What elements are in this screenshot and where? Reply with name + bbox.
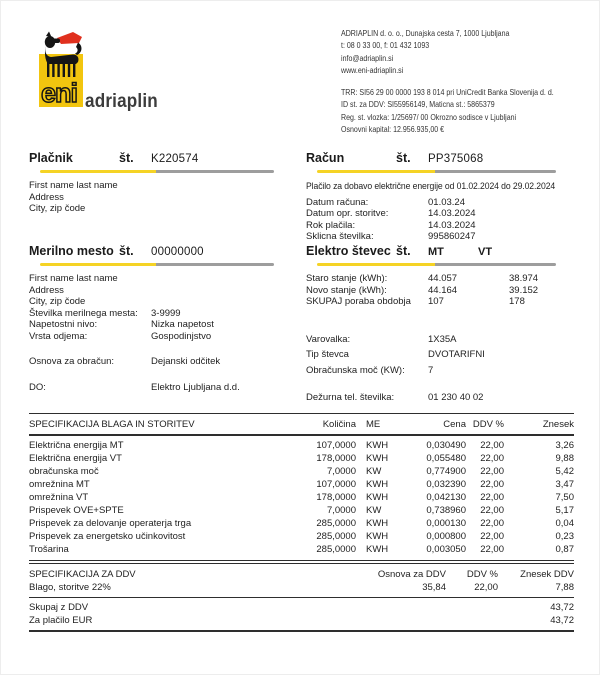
invoice-section	[306, 151, 556, 243]
field-label: Datum računa:	[306, 196, 369, 208]
items-title: SPECIFIKACIJA BLAGA IN STORITEV	[29, 418, 195, 430]
field-label: Rok plačila:	[306, 219, 356, 231]
field-label: Osnova za obračun:	[29, 356, 115, 367]
section-rule	[40, 263, 274, 266]
meter-reading-row	[306, 296, 556, 308]
metering-point-title: Merilno mesto	[29, 244, 114, 258]
item-vat: 22,00	[480, 505, 504, 516]
meter-detail-row	[306, 347, 556, 363]
item-vat: 22,00	[480, 453, 504, 464]
meter-section	[306, 244, 556, 404]
company-info-line: ID st. za DDV: SI55956149, Maticna st.: 5865379	[341, 99, 495, 110]
meter-reading-row	[306, 273, 556, 285]
item-amount: 7,50	[555, 492, 574, 503]
field-value: 14.03.2024	[428, 219, 476, 231]
field-value: 01.03.24	[428, 196, 465, 208]
item-vat: 22,00	[480, 479, 504, 490]
payer-address-line: First name last name	[29, 180, 118, 191]
metering-point-field-row	[29, 308, 274, 320]
item-unit: KWH	[366, 531, 389, 542]
items-table	[29, 413, 574, 632]
reading-label: Staro stanje (kWh):	[306, 273, 388, 284]
meter-title: Elektro števec	[306, 244, 391, 258]
vat-row-name: Blago, storitve 22%	[29, 581, 111, 593]
total-value: 43,72	[550, 602, 574, 613]
company-info-line: ADRIAPLIN d. o. o., Dunajska cesta 7, 1000 Ljubljana	[341, 28, 510, 38]
payer-number: K220574	[151, 153, 199, 165]
item-unit: KWH	[366, 440, 389, 451]
item-row	[29, 491, 574, 504]
field-label: Varovalka:	[306, 333, 351, 345]
section-rule	[317, 170, 556, 173]
item-vat: 22,00	[480, 492, 504, 503]
company-info	[341, 27, 587, 135]
field-label: Številka merilnega mesta:	[29, 307, 138, 319]
col-amount: Znesek	[542, 418, 574, 430]
field-label: Sklicna številka:	[306, 231, 374, 242]
item-qty: 178,0000	[316, 453, 356, 464]
item-price: 0,738960	[426, 505, 466, 516]
total-row	[29, 615, 574, 628]
item-name: Električna energija MT	[29, 440, 124, 451]
item-name: Prispevek OVE+SPTE	[29, 505, 124, 516]
vat-title: SPECIFIKACIJA ZA DDV	[29, 569, 136, 580]
payer-title: Plačnik	[29, 151, 73, 165]
item-unit: KWH	[366, 453, 389, 464]
item-vat: 22,00	[480, 544, 504, 555]
field-value: Gospodinjstvo	[151, 330, 212, 342]
item-price: 0,030490	[426, 440, 466, 451]
invoice-number: PP375068	[428, 153, 484, 165]
meter-reading-row	[306, 285, 556, 297]
col-unit: ME	[366, 418, 381, 430]
final-line	[29, 630, 574, 632]
totals-separator-line	[29, 597, 574, 598]
reading-vt-value: 178	[509, 296, 525, 307]
reading-mt-value: 107	[428, 296, 444, 307]
field-value: Elektro Ljubljana d.d.	[151, 381, 240, 393]
invoice-field-row	[306, 220, 556, 232]
company-info-line: info@adriaplin.si	[341, 52, 394, 63]
item-amount: 3,47	[555, 479, 574, 490]
field-value: 01 230 40 02	[428, 392, 484, 403]
item-price: 0,055480	[426, 453, 466, 464]
item-price: 0,000130	[426, 518, 466, 529]
item-name: omrežnina VT	[29, 492, 89, 503]
item-price: 0,003050	[426, 544, 466, 555]
section-rule	[317, 263, 556, 266]
item-name: obračunska moč	[29, 466, 99, 477]
invoice-title: Račun	[306, 151, 345, 165]
adriaplin-wordmark: adriaplin	[85, 91, 158, 112]
item-qty: 285,0000	[316, 544, 356, 555]
item-amount: 3,26	[555, 440, 574, 451]
field-value: 7	[428, 364, 434, 376]
total-label: Za plačilo EUR	[29, 614, 93, 626]
col-qty: Količina	[322, 418, 356, 430]
field-label: DO:	[29, 381, 46, 393]
item-row	[29, 452, 574, 465]
item-unit: KWH	[366, 492, 389, 503]
item-unit: KW	[366, 505, 382, 516]
item-price: 0,774900	[426, 466, 466, 477]
item-row	[29, 439, 574, 452]
metering-point-address-line: City, zip čode	[29, 296, 86, 307]
field-label: Datum opr. storitve:	[306, 208, 389, 219]
item-amount: 0,23	[555, 531, 574, 542]
item-name: omrežnina MT	[29, 479, 90, 490]
item-row	[29, 517, 574, 530]
meter-header	[306, 244, 556, 258]
invoice-field-row	[306, 231, 556, 243]
col-vat-amount: Znesek DDV	[520, 569, 574, 580]
item-unit: KWH	[366, 479, 389, 490]
vat-row-rate: 22,00	[474, 581, 498, 593]
flame-icon	[57, 32, 82, 44]
invoice-description: Plačilo za dobavo električne energije od 01.02.2024 do 29.02.2024	[306, 180, 556, 191]
item-price: 0,042130	[426, 492, 466, 503]
meter-st-label: št.	[396, 244, 411, 258]
company-info-line: TRR: SI56 29 00 0000 193 8 014 pri UniCredit Banka Slovenija d. d.	[341, 87, 554, 98]
item-qty: 7,0000	[326, 505, 356, 516]
metering-point-field-row	[29, 331, 274, 343]
item-row	[29, 504, 574, 517]
payer-st-label: št.	[119, 151, 134, 165]
item-amount: 0,87	[555, 544, 574, 555]
company-registry-block	[341, 86, 587, 135]
field-value: Nizka napetost	[151, 319, 214, 330]
col-vat: DDV %	[472, 418, 504, 430]
company-info-line: Osnovni kapital: 12.956.935,00 €	[341, 124, 445, 135]
vat-row-amount: 7,88	[555, 581, 574, 593]
reading-vt-value: 39.152	[509, 284, 539, 296]
item-qty: 7,0000	[326, 466, 356, 477]
total-value: 43,72	[550, 614, 574, 626]
field-label: Dežurna tel. številka:	[306, 392, 395, 403]
item-vat: 22,00	[480, 531, 504, 542]
metering-point-section	[29, 244, 274, 393]
vat-table-header	[29, 564, 574, 582]
item-vat: 22,00	[480, 440, 504, 451]
item-amount: 5,17	[555, 505, 574, 516]
items-table-header	[29, 413, 574, 436]
item-price: 0,000800	[426, 531, 466, 542]
billing-basis-row	[29, 356, 274, 368]
field-value: 995860247	[428, 231, 476, 242]
field-value: 1X35A	[428, 333, 457, 345]
item-qty: 178,0000	[316, 492, 356, 503]
item-name: Prispevek za delovanje operaterja trga	[29, 518, 192, 529]
field-value: 3-9999	[151, 307, 181, 319]
col-price: Cena	[443, 418, 466, 430]
item-row	[29, 543, 574, 556]
item-unit: KW	[366, 466, 382, 477]
emergency-phone-row	[306, 392, 556, 404]
item-name: Trošarina	[29, 544, 69, 555]
col-vat-base: Osnova za DDV	[377, 569, 446, 580]
meter-detail-row	[306, 332, 556, 348]
reading-mt-value: 44.057	[428, 273, 458, 284]
reading-mt-value: 44.164	[428, 284, 458, 296]
item-unit: KWH	[366, 518, 389, 529]
item-amount: 0,04	[555, 518, 574, 529]
eni-wordmark: eni	[41, 78, 78, 108]
invoice-field-row	[306, 208, 556, 220]
col-vat-rate: DDV %	[466, 569, 498, 580]
item-row	[29, 478, 574, 491]
item-qty: 107,0000	[316, 479, 356, 490]
field-value: Dejanski odčitek	[151, 356, 221, 367]
company-info-line: Reg. st. vlozka: 1/25697/ 00 Okrozno sodisce v Ljubljani	[341, 111, 517, 122]
field-value: DVOTARIFNI	[428, 349, 485, 360]
field-label: Tip števca	[306, 349, 349, 360]
item-row	[29, 465, 574, 478]
item-qty: 285,0000	[316, 518, 356, 529]
company-address-block	[341, 27, 587, 76]
company-info-line: www.eni-adriaplin.si	[341, 64, 404, 75]
field-value: 14.03.2024	[428, 208, 476, 219]
item-price: 0,032390	[426, 479, 466, 490]
field-label: Vrsta odjema:	[29, 330, 88, 342]
invoice-header	[306, 151, 556, 165]
reading-vt-value: 38.974	[509, 273, 539, 284]
vat-row-base: 35,84	[422, 581, 446, 593]
metering-point-field-row	[29, 319, 274, 331]
total-row	[29, 602, 574, 615]
vat-row	[29, 582, 574, 595]
invoice-field-row	[306, 197, 556, 209]
field-label: Napetostni nivo:	[29, 319, 98, 330]
meter-detail-row	[306, 363, 556, 379]
metering-point-header	[29, 244, 274, 258]
invoice-st-label: št.	[396, 151, 411, 165]
payer-section	[29, 151, 274, 215]
payer-header	[29, 151, 274, 165]
meter-col-mt: MT	[428, 246, 444, 258]
metering-point-number: 00000000	[151, 246, 204, 258]
section-rule	[40, 170, 274, 173]
metering-point-address-line: First name last name	[29, 273, 118, 284]
reading-label: Novo stanje (kWh):	[306, 284, 387, 296]
item-vat: 22,00	[480, 466, 504, 477]
metering-point-address-line: Address	[29, 284, 64, 296]
field-label: Obračunska moč (KW):	[306, 364, 405, 376]
payer-address-line: Address	[29, 191, 64, 203]
item-qty: 107,0000	[316, 440, 356, 451]
payer-address-line: City, zip čode	[29, 203, 86, 214]
item-unit: KWH	[366, 544, 389, 555]
item-qty: 285,0000	[316, 531, 356, 542]
meter-col-vt: VT	[478, 246, 493, 258]
reading-label: SKUPAJ poraba obdobja	[306, 296, 411, 307]
item-amount: 5,42	[555, 466, 574, 477]
item-vat: 22,00	[480, 518, 504, 529]
item-name: Prispevek za energetsko učinkovitost	[29, 531, 186, 542]
item-amount: 9,88	[555, 453, 574, 464]
distributor-row	[29, 382, 274, 394]
company-info-line: t: 08 0 33 00, f: 01 432 1093	[341, 40, 430, 51]
metering-point-st-label: št.	[119, 244, 134, 258]
item-row	[29, 530, 574, 543]
item-name: Električna energija VT	[29, 453, 122, 464]
total-label: Skupaj z DDV	[29, 602, 89, 613]
